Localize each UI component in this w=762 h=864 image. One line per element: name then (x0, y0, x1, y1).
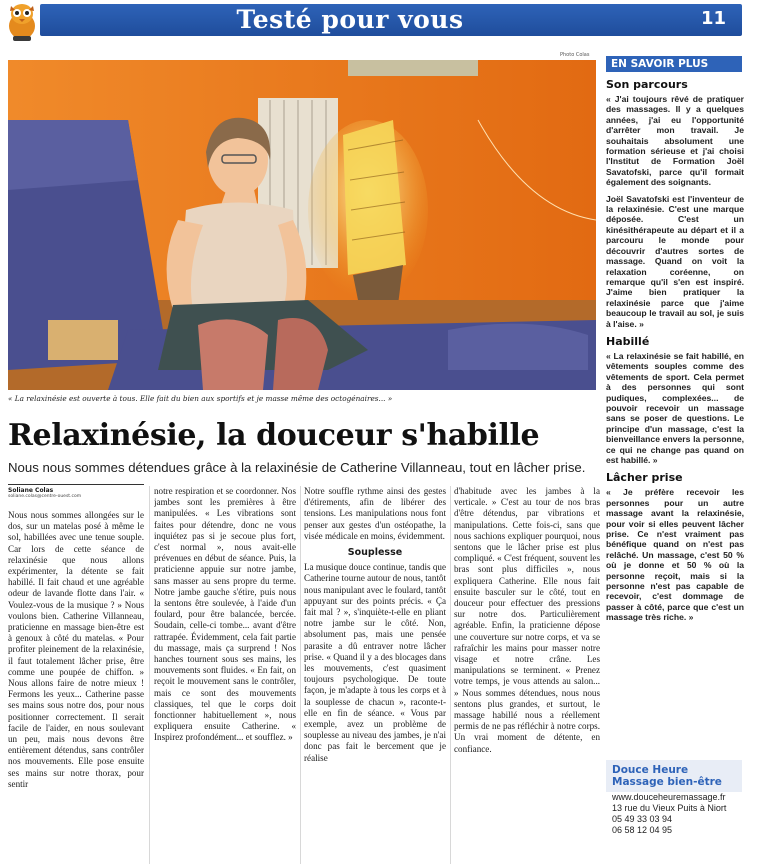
mascot-logo (2, 0, 42, 42)
sidebar-heading-habille: Habillé (606, 334, 650, 348)
page-number: 11 (700, 8, 726, 29)
article-column-2 (154, 486, 296, 864)
contact-address: 13 rue du Vieux Puits à Niort (612, 803, 727, 813)
article-column-3 (304, 486, 446, 864)
contact-website[interactable]: www.douceheuremassage.fr (612, 792, 726, 802)
sidebar-paragraph: « J'ai toujours rêvé de pratiquer des massages. Il y a quelques années, j'ai eu l'opportunité d'arrêter mon travail. Je souhaitais absolument une formation sérieuse et j'ai choisi l'Institut de Formation Joël Savatofski, parce qu'il formait également des soignants. (606, 94, 744, 188)
contact-title-box (606, 760, 742, 792)
byline-email: soliane.colas@centre-ouest.com (8, 494, 82, 499)
article-text-col3b: La musique douce continue, tandis que Catherine tourne autour de nous, tantôt nous manipulant avec le foulard, tantôt appuyant sur des points précis. « Ça fait mal ? », s'inquiète-t-elle en pliant notre jambe sur le côté. Non, absolument pas, mais une pensée parasite a dû entraver notre lâcher prise. « Quand il y a des blocages dans les mouvements, c'est quasiment toujours psychologique. De toute façon, je m'adapte à tous les corps et à la souplesse de chacun », raconte-t-elle en fin de séance. « Vous par exemple, avez un problème de souplesse au niveau des jambes, je n'ai donc pas fait le bercement que je réalise (304, 562, 446, 763)
column-divider (149, 486, 150, 864)
sidebar-paragraph: Joël Savatofski est l'inventeur de la relaxinésie. C'est une marque déposée. C'est un kinésithérapeute au départ et il a parcouru le monde pour découvrir d'autres sortes de massage. Quand on voit la relaxation coréenne, on remarque qu'il s'en est inspiré. J'aime bien pratiquer la relaxinésie parce que j'aime beaucoup le travail au sol, je suis à l'aise. » (606, 193, 744, 329)
article-headline: Relaxinésie, la douceur s'habille (8, 418, 540, 453)
sidebar-body-parcours (606, 94, 744, 329)
section-header (40, 4, 742, 36)
article-text-col2: notre respiration et se coordonner. Nos jambes sont les premières à être manipulées. « Les vibrations sont faites pour détendre, donc ne vous inquiétez pas si je secoue plus fort, c'est normal », nous avait-elle prévenues en début de séance. Puis, la praticienne appuie sur notre jambe, sans masser au sens propre du terme. Notre jambe gauche s'étire, puis nous la sentons être soulevée, à l'aide d'un foulard, pour être balancée, bercée. Soudain, celle-ci tombe... avant d'être rattrapée. Évidemment, cela fait partie du massage, mais ça surprend ! Nos hanches tournent sous ses mains, les mouvements sont fluides. « En fait, on reçoit le mouvement sans le contrôler, mais ce sont des mouvements classiques, tel que le corps doit fonctionner habituellement », nous expliquera ensuite Catherine. « Inspirez profondément... et soufflez. » (154, 486, 296, 743)
photo-caption: « La relaxinésie est ouverte à tous. Elle fait du bien aux sportifs et je masse même des octogénaires... » (8, 394, 393, 403)
article-column-1 (8, 510, 144, 864)
column-divider (450, 486, 451, 864)
sidebar-body-lacher-prise (606, 487, 744, 622)
sidebar-body-habille (606, 351, 744, 465)
sidebar-tag: EN SAVOIR PLUS (606, 56, 742, 72)
article-photo (8, 60, 596, 390)
sidebar-paragraph: « Je préfère recevoir les personnes pour un autre massage avant la relaxinésie, pour voir si elles peuvent lâcher prise. Ce n'est vraiment pas bénéfique quand on n'est pas relâché. Un massage, c'est 50 % où je donne et 50 % où la personne reçoit, mais si la personne n'est pas capable de recevoir, c'est dommage de passer à côté, parce que c'est un massage très riche. » (606, 487, 744, 623)
article-text-col1: Nous nous sommes allongées sur le dos, sur un matelas posé à même le sol, habillées avec une tenue souple. Car lors de cette séance de relaxinésie que nous allons expérimenter, la détente se fait habillé. Il fait chaud et une agréable odeur de lavande flotte dans l'air. « Voulez-vous de la musique ? » Nous voulons bien. Catherine Villanneau, praticienne en massage bien-être est à genoux à côté du matelas. « Pour profiter pleinement de la relaxinésie, il faut totalement lâcher prise, être comme une poupée de chiffon. » Nous allons faire de notre mieux ! Fermons les yeux... Catherine passe ses mains sous notre dos, pour nous positionner correctement. Il serait facile de l'aider, en nous soulevant un peu, mais nous devons être entièrement détendus, sans contrôler nos mouvements. Elle pose ensuite ses mains sur notre thorax, pour sentir (8, 510, 144, 789)
article-column-4 (454, 486, 600, 864)
contact-title: Douce Heure Massage bien-être (612, 764, 722, 788)
article-subhead: Nous nous sommes détendues grâce à la relaxinésie de Catherine Villanneau, tout en lâcher prise. (8, 460, 586, 475)
byline-name: Soliane Colas (8, 487, 54, 494)
column-divider (300, 486, 301, 864)
sidebar-heading-parcours: Son parcours (606, 78, 688, 91)
contact-phone-1: 05 49 33 03 94 (612, 814, 673, 824)
sidebar-heading-lacher-prise: Lâcher prise (606, 471, 683, 485)
photo-credit: Photo Colas (560, 52, 590, 58)
contact-phone-2: 06 58 12 04 95 (612, 825, 673, 835)
article-text-col4: d'habitude avec les jambes à la verticale. » C'est au tour de nos bras d'être détendus, par vibrations et manipulations. Cette fois-ci, sans que nous sachions expliquer pourquoi, nous sentons que le lâcher prise est plus compliqué. « C'est fréquent, souvent les bras sont plus difficiles », nous expliquera Catherine. Elle nous fait ensuite basculer sur le côté, tout en douceur pour effectuer des pressions sur notre dos. Particulièrement agréable. Enfin, la praticienne dépose une couverture sur notre corps, et va se rafraîchir les mains pour masser notre visage et notre crâne. Les manipulations se terminent. « Prenez votre temps, je vous attends au salon... » Nous sommes détendues, nous nous sentons plus grandes, et surtout, le massage habillé nous a réellement permis de ne pas réfléchir à notre corps. Un vrai moment de détente, en confiance. (454, 486, 600, 754)
article-text-col3a: Notre souffle rythme ainsi des gestes d'étirements, afin de libérer des tensions. Les manipulations nous font penser aux gestes d'un ostéopathe, la visée médicale en moins, évidemment. (304, 486, 446, 541)
section-title: Testé pour vous (236, 5, 464, 34)
subtitle-souplesse: Souplesse (347, 547, 403, 559)
byline (8, 484, 144, 499)
contact-box (606, 760, 742, 864)
info-sidebar (606, 56, 744, 864)
sidebar-paragraph: « La relaxinésie se fait habillé, en vêtements souples comme des vêtements de sport. Cela permet à des personnes qui sont pudiques, complexées... de pouvoir recevoir un massage sans se poser de questions. Le principe d'un massage, c'est la bienveillance envers la personne, ce qui ne change pas quand on est habillé. » (606, 350, 744, 465)
